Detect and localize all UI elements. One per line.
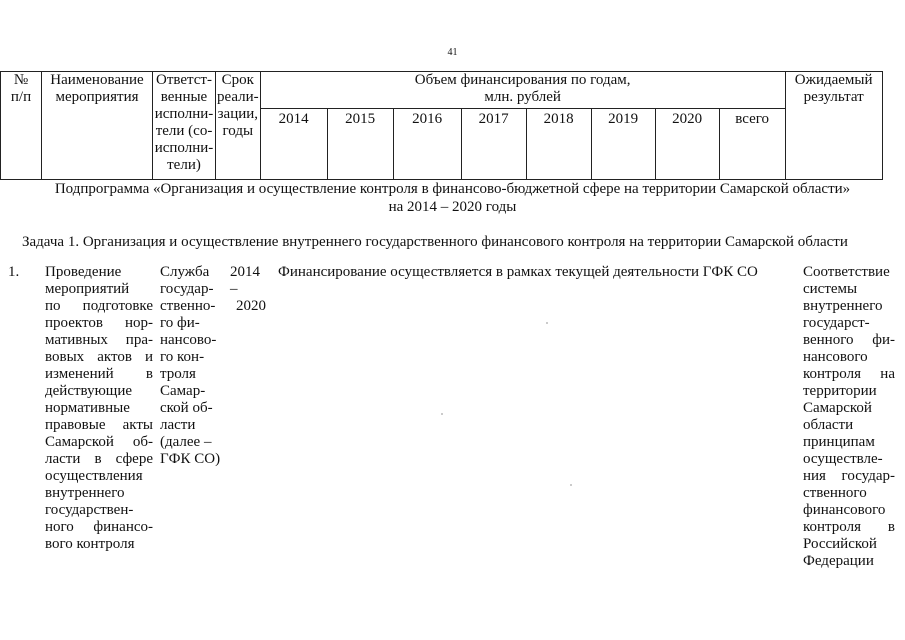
row-term: 2014 – 2020 <box>230 264 266 314</box>
header-num: № п/п <box>1 72 42 180</box>
year-cell: 2018 <box>526 109 591 180</box>
header-responsible: Ответст- венные исполни- тели (со- исполни- тели) <box>153 72 216 180</box>
header-result: Ожидаемый результат <box>785 72 882 180</box>
header-funding: Объем финансирования по годам, млн. рублей <box>260 72 785 109</box>
row-expected-result: Соответствие системы внутреннего государст- венного фи- нансового контроля на территории Самарской области принципам осуществле- ния государ- ственного финансового контроля в Российской Федерации <box>803 264 895 569</box>
year-cell: 2019 <box>591 109 655 180</box>
scan-speck <box>441 413 443 415</box>
header-name: Наименование мероприятия <box>42 72 153 180</box>
subprogram-title: Подпрограмма «Организация и осуществление контроля в финансово-бюджетной сфере на территории Самарской области» на 2014 – 2020 годы <box>54 181 851 215</box>
row-activity-name: Проведение мероприятий по подготовке проектов нор- мативных пра- вовых актов и изменений в действующие нормативные правовые акты Самарской об- ласти в сфере осуществления внутреннего государствен- ного финансо- вого контроля <box>45 264 153 552</box>
year-cell: 2016 <box>393 109 461 180</box>
page-number: 41 <box>447 47 458 58</box>
header-term: Срок реали- зации, годы <box>216 72 261 180</box>
year-cell: 2017 <box>461 109 526 180</box>
task-title: Задача 1. Организация и осуществление внутреннего государственного финансового контроля на территории Самарской области <box>22 234 848 250</box>
year-cell: 2015 <box>327 109 393 180</box>
header-table <box>0 71 883 180</box>
row-number: 1. <box>8 264 20 280</box>
scan-speck <box>546 322 548 324</box>
year-cell: 2014 <box>260 109 327 180</box>
scan-speck <box>570 484 572 486</box>
row-responsible: Служба государ- ственно- го фи- нансово- го кон- троля Самар- ской об- ласти (далее – ГФК СО) <box>160 264 221 467</box>
year-cell: 2020 <box>655 109 719 180</box>
year-cell-total: всего <box>719 109 785 180</box>
row-funding-note: Финансирование осуществляется в рамках текущей деятельности ГФК СО <box>278 264 758 280</box>
